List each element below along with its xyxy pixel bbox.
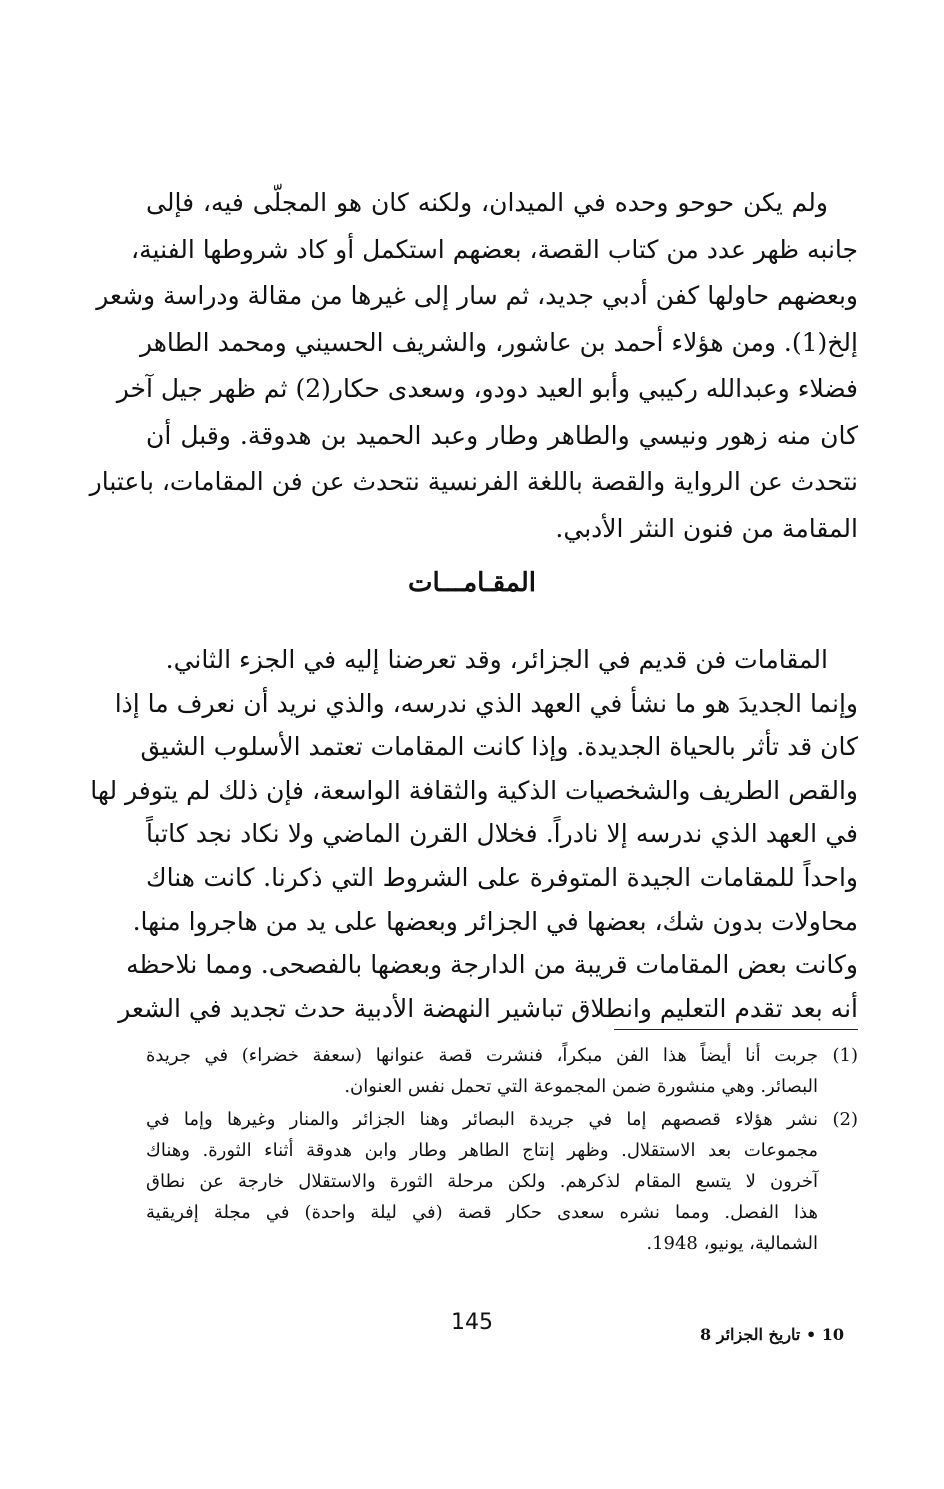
- page-number: 145: [451, 1310, 493, 1335]
- paragraph-line: كان قد تأثر بالحياة الجديدة. وإذا كانت المقامات تعتمد الأسلوب الشيق: [140, 732, 858, 762]
- paragraph-line: محاولات بدون شك، بعضها في الجزائر وبعضها على يد من هاجروا منها.: [132, 906, 858, 936]
- paragraph-line: جانبه ظهر عدد من كتاب القصة، بعضهم استكمل أو كاد شروطها الفنية،: [131, 234, 858, 264]
- section-title: المقـامـــات: [407, 568, 537, 598]
- footnote-1: [146, 1040, 858, 1102]
- paragraph-line: إلخ(1). ومن هؤلاء أحمد بن عاشور، والشريف الحسيني ومحمد الطاهر: [139, 327, 858, 357]
- footnote-number: (2): [832, 1109, 858, 1130]
- paragraph-line: كان منه زهور ونيسي والطاهر وطار وعبد الحميد بن هدوقة. وقبل أن: [146, 420, 858, 450]
- footnote-line: هذا الفصل. ومما نشره سعدى حكار قصة (في ليلة واحدة) في مجلة إفريقية: [146, 1202, 818, 1223]
- footnotes: [146, 1040, 858, 1259]
- paragraph-line: المقامة من فنون النثر الأدبي.: [555, 513, 858, 543]
- paragraph-line: وبعضهم حاولها كفن أدبي جديد، ثم سار إلى غيرها من مقالة ودراسة وشعر: [96, 281, 858, 310]
- running-footer: 10 • تاريخ الجزائر 8: [700, 1325, 844, 1344]
- paragraph-1: [89, 180, 858, 552]
- paragraph-line: نتحدث عن الرواية والقصة باللغة الفرنسية نتحدث عن فن المقامات، باعتبار: [89, 467, 858, 496]
- paragraph-line: والقص الطريف والشخصيات الذكية والثقافة الواسعة، فإن ذلك لم يتوفر لها: [90, 775, 858, 805]
- footnote-line: البصائر. وهي منشورة ضمن المجموعة التي تحمل نفس العنوان.: [344, 1076, 818, 1097]
- footnote-number: (1): [832, 1045, 858, 1066]
- paragraph-line: المقامات فن قديم في الجزائر، وقد تعرضنا إليه في الجزء الثاني.: [165, 645, 828, 674]
- paragraph-line: واحداً للمقامات الجيدة المتوفرة على الشروط التي ذكرنا. كانت هناك: [146, 862, 858, 892]
- paragraph-line: وكانت بعض المقامات قريبة من الدارجة وبعضها بالفصحى. ومما نلاحظه: [126, 950, 858, 980]
- footnote-line: جربت أنا أيضاً هذا الفن مبكراً، فنشرت قصة عنوانها (سعفة خضراء) في جريدة: [146, 1045, 818, 1066]
- footnote-2: [146, 1104, 858, 1259]
- footnote-separator: [614, 1029, 858, 1030]
- paragraph-line: فضلاء وعبدالله ركيبي وأبو العيد دودو، وسعدى حكار(2) ثم ظهر جيل آخر: [116, 374, 858, 403]
- paragraph-line: ولم يكن حوحو وحده في الميدان، ولكنه كان هو المجلّى فيه، فإلى: [146, 188, 828, 217]
- footnote-line: آخرون لا يتسع المقام لذكرهم. ولكن مرحلة الثورة والاستقلال خارجة عن نطاق: [146, 1171, 818, 1192]
- footnote-line: مجموعات بعد الاستقلال. وظهر إنتاج الطاهر وطار وابن هدوقة أثناء الثورة. وهناك: [146, 1140, 818, 1161]
- paragraph-line: أنه بعد تقدم التعليم وانطلاق تباشير النهضة الأدبية حدث تجديد في الشعر: [118, 993, 858, 1023]
- footnote-line: نشر هؤلاء قصصهم إما في جريدة البصائر وهنا الجزائر والمنار وغيرها وإما في: [146, 1109, 818, 1130]
- paragraph-2: [90, 638, 858, 1030]
- paragraph-line: وإنما الجديدَ هو ما نشأ في العهد الذي ندرسه، والذي نريد أن نعرف ما إذا: [114, 688, 858, 718]
- footnote-line: الشمالية، يونيو، 1948.: [646, 1233, 818, 1254]
- paragraph-line: في العهد الذي ندرسه إلا نادراً. فخلال القرن الماضي ولا نكاد نجد كاتباً: [146, 819, 858, 849]
